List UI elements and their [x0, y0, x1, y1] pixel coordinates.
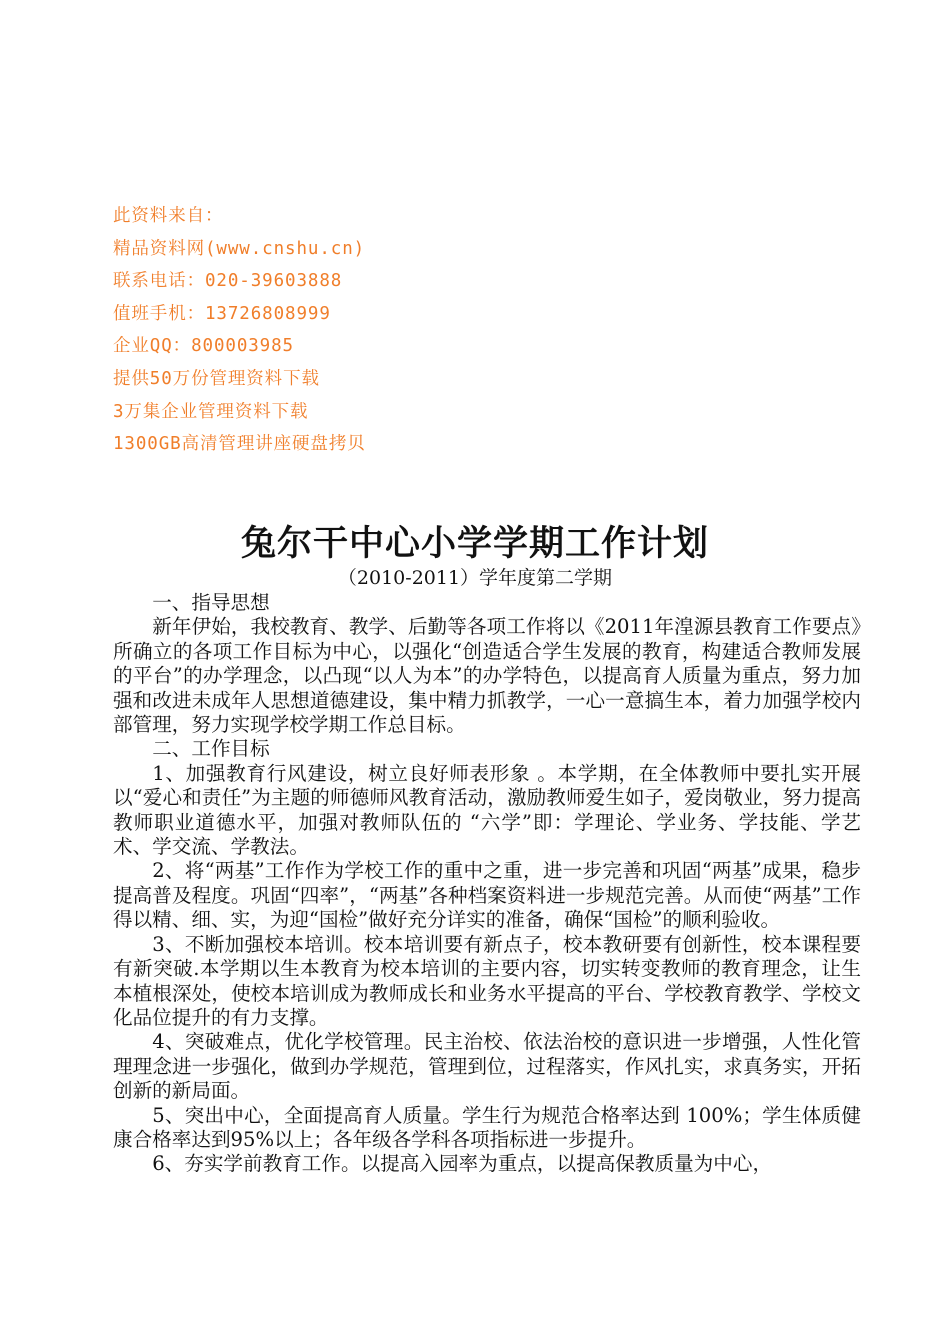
- body-paragraph: 2、将“两基”工作作为学校工作的重中之重，进一步完善和巩固“两基”成果，稳步提高普及程度。巩固“四率”，“两基”各种档案资料进一步规范完善。从而使“两基”工作得以精、细、实，为迎“国检”做好充分详实的准备，确保“国检”的顺利验收。: [113, 859, 861, 932]
- body-paragraph: 6、夯实学前教育工作。以提高入园率为重点，以提高保教质量为中心，: [152, 1152, 773, 1176]
- document-body: [113, 591, 861, 1177]
- body-paragraph: 5、突出中心，全面提高育人质量。学生行为规范合格率达到 100%；学生体质健康合格率达到95%以上；各年级各学科各项指标进一步提升。: [113, 1103, 861, 1151]
- document-subtitle: （2010-2011）学年度第二学期: [337, 567, 613, 589]
- promo-line: 3万集企业管理资料下载: [113, 401, 309, 422]
- body-paragraph: 4、突破难点，优化学校管理。民主治校、依法治校的意识进一步增强，人性化管理理念进一步强化，做到办学规范，管理到位，过程落实，作风扎实，求真务实，开拓创新的新局面。: [113, 1030, 861, 1103]
- promo-line: 此资料来自：: [113, 206, 224, 226]
- promo-line: 联系电话：020-39603888: [113, 271, 343, 292]
- promo-line: 提供50万份管理资料下载: [113, 368, 320, 389]
- promo-line: 精品资料网(www.cnshu.cn): [113, 238, 366, 259]
- body-paragraph: 新年伊始，我校教育、教学、后勤等各项工作将以《2011年湟源县教育工作要点》所确立的各项工作目标为中心，以强化“创造适合学生发展的教育，构建适合教师发展的平台”的办学理念，以凸现“以人为本”的办学特色，以提高育人质量为重点，努力加强和改进未成年人思想道德建设，集中精力抓教学，一心一意搞生本，着力加强学校内部管理，努力实现学校学期工作总目标。: [113, 615, 861, 737]
- promo-line: 1300GB高清管理讲座硬盘拷贝: [113, 434, 366, 455]
- body-paragraph: 1、加强教育行风建设，树立良好师表形象 。本学期，在全体教师中要扎实开展以“爱心和责任”为主题的师德师风教育活动，激励教师爱生如子，爱岗敬业，努力提高教师职业道德水平，加强对教师队伍的 “六学”即：学理论、学业务、学技能、学艺术、学交流、学教法。: [113, 761, 861, 859]
- promo-block: [113, 200, 613, 461]
- promo-line: 值班手机：13726808999: [113, 303, 331, 324]
- promo-line: 企业QQ：800003985: [113, 336, 294, 357]
- section-heading: 二、工作目标: [152, 737, 270, 761]
- body-paragraph: 3、不断加强校本培训。校本培训要有新点子，校本教研要有创新性，校本课程要有新突破.本学期以生本教育为校本培训的主要内容，切实转变教师的教育理念，让生本植根深处，使校本培训成为教师成长和业务水平提高的平台、学校教育教学、学校文化品位提升的有力支撑。: [113, 932, 861, 1029]
- document-title: 兔尔干中心小学学期工作计划: [240, 523, 709, 564]
- section-heading: 一、指导思想: [152, 591, 270, 614]
